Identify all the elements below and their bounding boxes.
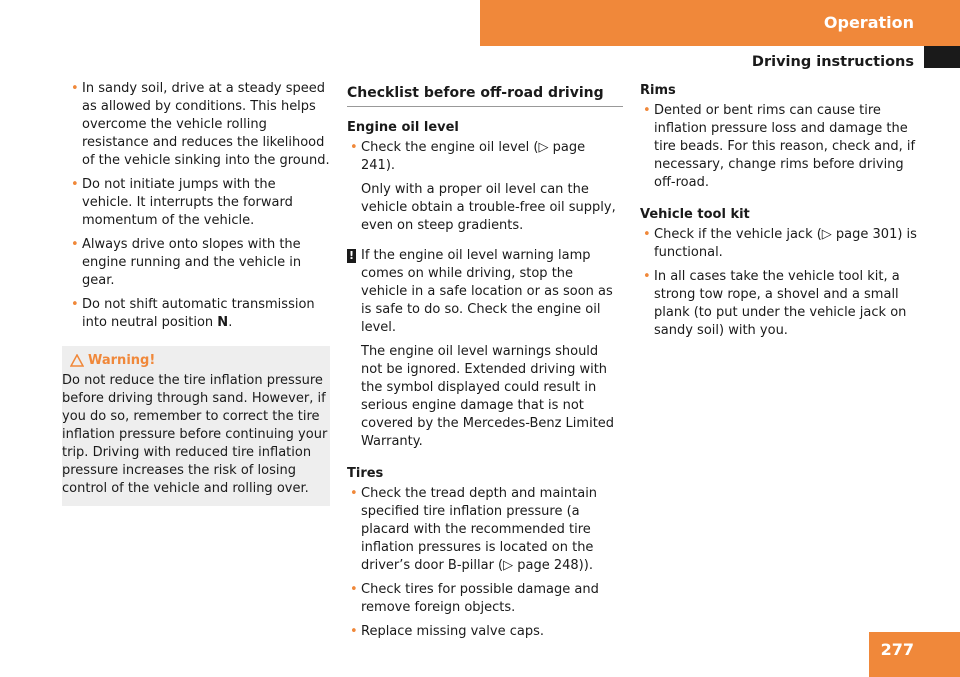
notice-icon: !	[348, 249, 355, 262]
engine-oil-note	[347, 247, 623, 337]
bullet-icon: •	[643, 227, 651, 242]
section-title: Operation	[823, 13, 914, 32]
bullet-icon: •	[350, 582, 358, 597]
warning-heading	[62, 352, 330, 370]
bullet-text: Replace missing valve caps.	[361, 624, 544, 639]
engine-oil-paragraph: Only with a proper oil level can the vehicle obtain a trouble-free oil supply, even on steep gradients.	[361, 182, 616, 233]
warning-title: Warning!	[88, 353, 156, 368]
bullet-text: Do not initiate jumps with the vehicle. It interrupts the forward momentum of the vehicle.	[82, 177, 293, 228]
bullet-icon: •	[71, 297, 79, 312]
list-item	[640, 226, 920, 262]
bullet-icon: •	[643, 269, 651, 284]
bullet-tail: .	[228, 315, 233, 330]
bullet-text: Always drive onto slopes with the engine running and the vehicle in gear.	[82, 237, 302, 288]
warning-box	[62, 346, 330, 506]
bullet-icon: •	[350, 140, 358, 155]
bullet-icon: •	[71, 237, 79, 252]
column-middle	[347, 80, 623, 647]
bullet-text: In sandy soil, drive at a steady speed as allowed by conditions. This helps overcome the vehicle rolling resistance and reduces the likelihood of the vehicle sinking into the ground.	[82, 81, 330, 168]
tires-heading: Tires	[347, 466, 384, 481]
column-left	[62, 80, 330, 506]
header-marker	[924, 46, 960, 68]
warning-text: Do not reduce the tire inflation pressure before driving through sand. However, if you do so, remember to correct the tire inflation pressure before continuing your trip. Driving with reduced tire inflation pressure increases the risk of losing control of the vehicle and rolling over.	[62, 373, 328, 496]
list-item	[62, 176, 330, 230]
rims-heading: Rims	[640, 83, 676, 98]
bullet-icon: •	[350, 486, 358, 501]
list-item	[347, 139, 623, 175]
list-item	[640, 102, 920, 192]
bullet-icon: •	[71, 81, 79, 96]
engine-oil-note-paragraph: The engine oil level warnings should not be ignored. Extended driving with the symbol displayed could result in serious engine damage that is not covered by the Mercedes-Benz Limited Warranty.	[361, 344, 615, 449]
bullet-text: Check tires for possible damage and remove foreign objects.	[361, 582, 599, 615]
subsection-title: Driving instructions	[751, 54, 914, 70]
list-item	[640, 268, 920, 340]
column-right	[640, 80, 920, 346]
warning-triangle-icon	[70, 354, 84, 367]
bullet-text: In all cases take the vehicle tool kit, a strong tow rope, a shovel and a small plank (to put under the vehicle jack on sandy soil) with you.	[654, 269, 907, 338]
list-item	[347, 581, 623, 617]
engine-oil-heading: Engine oil level	[347, 120, 459, 135]
list-item	[62, 236, 330, 290]
checklist-title: Checklist before off-road driving	[347, 84, 623, 107]
bullet-text: Dented or bent rims can cause tire inflation pressure loss and damage the tire beads. For this reason, check and, if necessary, change rims before driving off-road.	[654, 103, 916, 190]
gear-position: N	[217, 315, 229, 330]
list-item	[62, 296, 330, 332]
list-item	[347, 485, 623, 575]
note-text: If the engine oil level warning lamp comes on while driving, stop the vehicle in a safe location or as soon as is safe to do so. Check the engine oil level.	[361, 248, 613, 335]
bullet-text: Check the engine oil level (▷ page 241).	[361, 140, 586, 173]
bullet-text: Check the tread depth and maintain specified tire inflation pressure (a placard with the recommended tire inflation pressures is located on the driver’s door B-pillar (▷ page 248)).	[361, 486, 598, 573]
bullet-icon: •	[350, 624, 358, 639]
bullet-icon: •	[71, 177, 79, 192]
bullet-text: Check if the vehicle jack (▷ page 301) is functional.	[654, 227, 917, 260]
bullet-icon: •	[643, 103, 651, 118]
tool-kit-heading: Vehicle tool kit	[640, 207, 750, 222]
list-item	[347, 623, 623, 641]
list-item	[62, 80, 330, 170]
page-number: 277	[869, 632, 960, 677]
bullet-text: Do not shift automatic transmission into neutral position	[82, 297, 315, 330]
